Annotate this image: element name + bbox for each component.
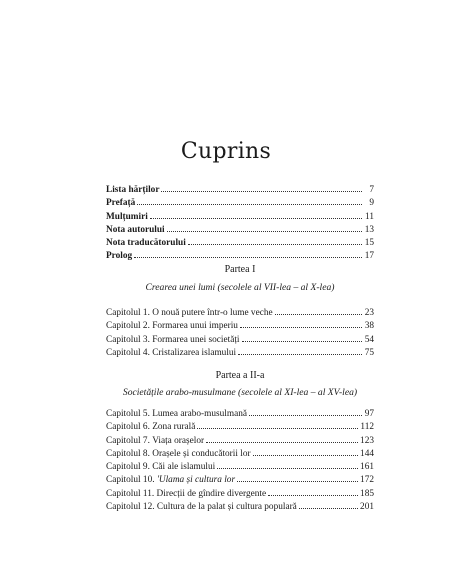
toc-label: Prefață — [106, 198, 136, 209]
toc-row — [106, 434, 374, 447]
toc-page: 112 — [360, 422, 374, 433]
part2-chapter-list — [106, 407, 374, 513]
chapter-name: Direcții de gîndire divergente — [156, 488, 267, 499]
toc-row — [106, 236, 374, 249]
chapter-number: Capitolul 1. — [106, 308, 150, 318]
toc-row — [106, 306, 374, 319]
toc-page: 23 — [364, 308, 374, 318]
toc-row — [106, 196, 374, 209]
chapter-name: O nouă putere într-o lume veche — [152, 308, 273, 318]
leader-dots — [238, 346, 362, 355]
chapter-name: Viața orașelor — [152, 435, 205, 446]
toc-row — [106, 500, 374, 513]
toc-label: Prolog — [106, 251, 133, 262]
toc-page: 11 — [365, 211, 374, 222]
toc-page: 172 — [360, 475, 374, 486]
toc-row — [106, 333, 374, 346]
leader-dots — [150, 210, 362, 219]
chapter-number: Capitolul 9. — [106, 462, 150, 473]
toc-row — [106, 319, 374, 332]
part2-subtitle: Societățile arabo-musulmane (secolele al XI-lea – al XV-lea) — [122, 387, 358, 398]
front-matter-list — [106, 183, 374, 263]
leader-dots — [253, 447, 358, 456]
toc-page: 201 — [360, 502, 374, 513]
toc-row — [106, 249, 374, 262]
leader-dots — [237, 473, 358, 482]
leader-dots — [249, 407, 362, 416]
toc-page: 38 — [364, 321, 374, 332]
chapter-number: Capitolul 6. — [106, 422, 150, 433]
toc-page: 97 — [364, 409, 374, 419]
toc-page: 17 — [364, 251, 374, 262]
toc-row — [106, 183, 374, 196]
leader-dots — [268, 487, 358, 496]
chapter-number: Capitolul 3. — [106, 334, 150, 345]
leader-dots — [242, 333, 363, 342]
chapter-number: Capitolul 7. — [106, 435, 150, 446]
toc-page: 161 — [360, 462, 374, 473]
chapter-number: Capitolul 4. — [106, 347, 150, 358]
toc-page: 75 — [364, 347, 374, 358]
leader-dots — [275, 306, 362, 315]
chapter-number: Capitolul 10. — [106, 475, 155, 486]
chapter-name: 'Ulama și cultura lor — [156, 475, 236, 486]
toc-page: 185 — [360, 488, 374, 499]
toc-row — [106, 447, 374, 460]
leader-dots — [188, 236, 362, 245]
part1-title: Partea I — [224, 264, 256, 275]
toc-row — [106, 473, 374, 486]
leader-dots — [217, 460, 358, 469]
chapter-name: Căi ale islamului — [152, 462, 216, 473]
leader-dots — [206, 434, 358, 443]
chapter-name: Cristalizarea islamului — [152, 347, 237, 358]
chapter-name: Formarea unei societăți — [152, 334, 240, 345]
chapter-name: Lumea arabo-musulmană — [152, 409, 247, 419]
toc-row — [106, 346, 374, 359]
chapter-name: Zona rurală — [152, 422, 196, 433]
part1-subtitle: Crearea unei lumi (secolele al VII-lea – al X-lea) — [145, 282, 335, 293]
leader-dots — [161, 183, 362, 192]
leader-dots — [137, 196, 362, 205]
chapter-number: Capitolul 2. — [106, 321, 150, 332]
toc-row — [106, 460, 374, 473]
toc-label: Nota traducătorului — [106, 238, 186, 249]
leader-dots — [134, 249, 362, 258]
leader-dots — [167, 223, 362, 232]
toc-page: 54 — [364, 334, 374, 345]
chapter-name: Orașele și conducătorii lor — [152, 448, 251, 459]
toc-page: 7 — [369, 185, 374, 195]
part1-chapter-list — [106, 306, 374, 359]
toc-row — [106, 407, 374, 420]
toc-page: 9 — [369, 198, 374, 209]
toc-page: 13 — [364, 224, 374, 235]
toc-row — [106, 223, 374, 236]
toc-row — [106, 420, 374, 433]
toc-label: Lista hărților — [106, 185, 160, 195]
toc-row — [106, 210, 374, 223]
part2-title: Partea a II-a — [215, 370, 265, 381]
page-title: Cuprins — [180, 139, 272, 164]
chapter-number: Capitolul 8. — [106, 448, 150, 459]
chapter-number: Capitolul 5. — [106, 409, 150, 419]
toc-page: 15 — [364, 238, 374, 249]
chapter-number: Capitolul 12. — [106, 502, 155, 513]
leader-dots — [197, 420, 358, 429]
chapter-number: Capitolul 11. — [106, 488, 155, 499]
toc-page: 123 — [360, 435, 374, 446]
toc-row — [106, 487, 374, 500]
leader-dots — [299, 500, 358, 509]
toc-label: Nota autorului — [106, 224, 165, 235]
toc-page: 144 — [360, 448, 374, 459]
chapter-name: Cultura de la palat și cultura populară — [156, 502, 297, 513]
leader-dots — [240, 319, 362, 328]
toc-label: Mulțumiri — [106, 211, 148, 222]
chapter-name: Formarea unui imperiu — [152, 321, 238, 332]
